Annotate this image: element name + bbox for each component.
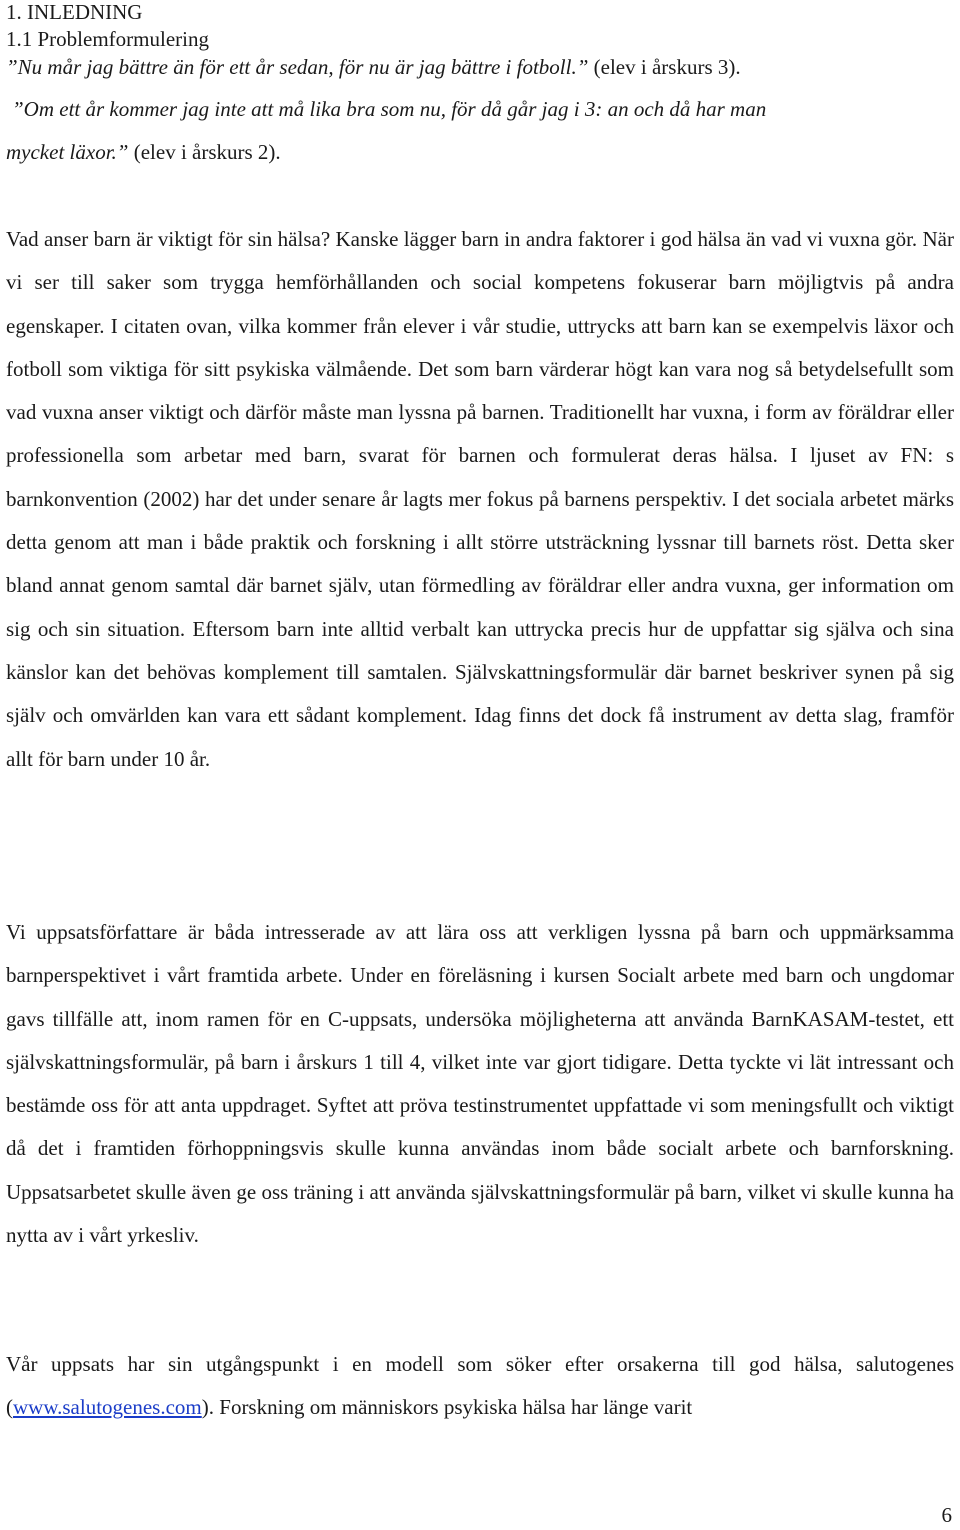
salutogenes-link[interactable]: www.salutogenes.com [13, 1395, 202, 1420]
quote-2-text: ”Om ett år kommer jag inte att må lika bra som nu, för då går jag i 3: an och då har man [12, 97, 767, 121]
section-heading: 1. INLEDNING [6, 0, 143, 24]
quote-2-attribution: (elev i årskurs 2). [128, 140, 281, 164]
subsection-heading: 1.1 Problemformulering [6, 27, 209, 51]
quote-1-attribution: (elev i årskurs 3). [588, 55, 741, 79]
quote-2-line-1 [12, 97, 766, 121]
paragraph-1: Vad anser barn är viktigt för sin hälsa? Kanske lägger barn in andra faktorer i god hälsa än vad vi vuxna gör. När vi ser till saker som trygga hemförhållanden och social kompetens fokuserar barn möjligtvis på andra egenskaper. I citaten ovan, vilka kommer från elever i vår studie, uttrycks att barn kan se exempelvis läxor och fotboll som viktiga för sitt psykiska välmående. Det som barn värderar högt kan vara nog så betydelsefullt som vad vuxna anser viktigt och därför måste man lyssna på barnen. Traditionellt har vuxna, i form av föräldrar eller professionella som arbetar med barn, svarat för barnen och formulerat deras hälsa. I ljuset av FN: s barnkonvention (2002) har det under senare år lagts mer fokus på barnens perspektiv. I det sociala arbetet märks detta genom att man i både praktik och forskning i allt större utsträckning lyssnar till barnets röst. Detta sker bland annat genom samtal där barnet själv, utan förmedling av föräldrar eller andra vuxna, ger information om sig och sin situation. Eftersom barn inte alltid verbalt kan uttrycka precis hur de uppfattar sig själva och sina känslor kan det behövas komplement till samtalen. Självskattningsformulär där barnet beskriver synen på sig själv och omvärlden kan vara ett sådant komplement. Idag finns det dock få instrument av detta slag, framför allt för barn under 10 år. [6, 227, 954, 771]
quote-1 [6, 55, 741, 79]
quote-2-text-end: mycket läxor.” [6, 140, 129, 164]
paragraph-3 [6, 1343, 954, 1430]
quote-2-line-2 [6, 140, 281, 164]
paragraph-3-text-start: Vår uppsats har sin utgångspunkt i en modell som söker efter orsakerna till god hälsa, salutogenes ( [6, 1352, 954, 1420]
paragraph-3-text-end: ). Forskning om människors psykiska hälsa har länge varit [201, 1395, 693, 1420]
quote-1-text: ”Nu mår jag bättre än för ett år sedan, för nu är jag bättre i fotboll.” [6, 55, 589, 79]
paragraph-2: Vi uppsatsförfattare är båda intresserade av att lära oss att verkligen lyssna på barn och uppmärksamma barnperspektivet i vårt framtida arbete. Under en föreläsning i kursen Socialt arbete med barn och ungdomar gavs tillfälle att, inom ramen för en C-uppsats, undersöka möjligheterna att använda BarnKASAM-testet, ett självskattningsformulär, på barn i årskurs 1 till 4, vilket inte var gjort tidigare. Detta tyckte vi lät intressant och bestämde oss för att anta uppdraget. Syftet att pröva testinstrumentet uppfattade vi som meningsfullt och viktigt då det i framtiden förhoppningsvis skulle kunna användas inom både socialt arbete och barnforskning. Uppsatsarbetet skulle även ge oss träning i att använda självskattningsformulär på barn, vilket vi skulle kunna ha nytta av i vårt yrkesliv. [6, 920, 954, 1248]
page-number: 6 [941, 1503, 952, 1527]
